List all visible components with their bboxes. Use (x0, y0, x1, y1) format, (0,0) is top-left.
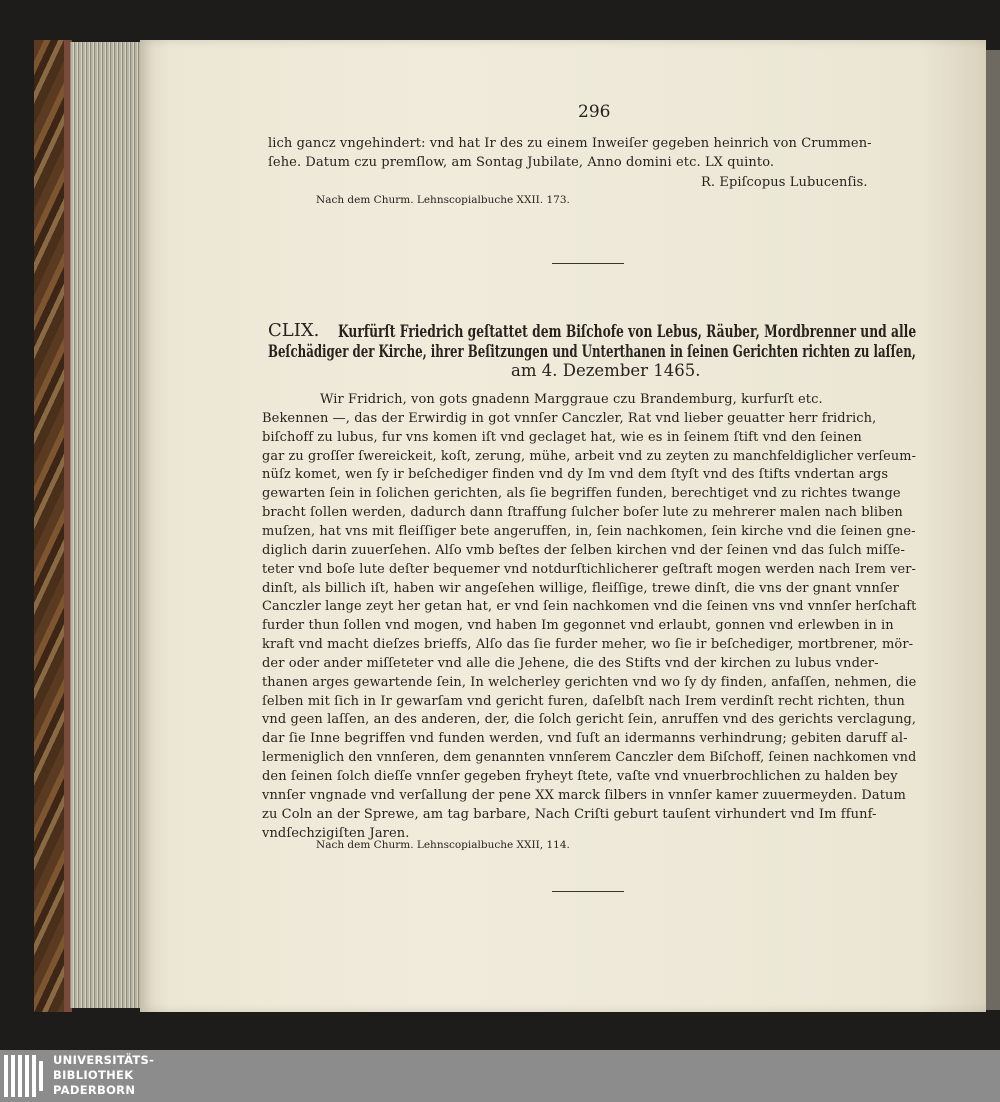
document-body-line: teter vnd boſe lute deſter bequemer vnd notdurſtichlicherer geſtraft mogen werden nach Irem ver- (262, 561, 916, 577)
document-body-line: Canczler lange zeyt her getan hat, er vnd ſein nachkomen vnd die ſeinen vns vnd vnnſer herſchaft (262, 599, 917, 615)
source-note: Nach dem Churm. Lehnscopialbuche XXII, 114. (316, 839, 570, 851)
library-footer-bar (0, 1050, 1000, 1102)
page-number: 296 (578, 102, 611, 122)
document-body-line: kraft vnd macht dieſzes brieffs, Alſo das ſie furder meher, wo ſie ir beſchediger, mortbrener, mör- (262, 637, 914, 653)
document-body-line: vndſechzigiſten Jaren. (262, 825, 410, 841)
document-body-line: den ſeinen ſolch dieſſe vnnſer gegeben fryheyt ſtete, vaſte vnd vnuerbrochlichen zu halden bey (262, 769, 898, 784)
document-body-line: lermeniglich den vnnſeren, dem genannten vnnſerem Canczler dem Biſchoff, ſeinen nachkomen vnd (262, 750, 917, 766)
document-heading-line: Beſchädiger der Kirche, ihrer Beſitzungen und Unterthanen in ſeinen Gerichten richten zu laſſen, (268, 342, 916, 361)
library-logo-line: UNIVERSITÄTS- (53, 1053, 155, 1067)
document-body-line: ſelben mit ſich in Ir gewarſam vnd gericht furen, daſelbſt nach Irem verdinſt recht richten, thun (262, 693, 905, 709)
document-body-line: biſchoff zu lubus, fur vns komen iſt vnd geclaget hat, wie es in ſeinem ſtift vnd den ſeinen (262, 429, 862, 445)
document-heading-line: Kurfürſt Friedrich geſtattet dem Biſchofe von Lebus, Räuber, Mordbrenner und alle (338, 322, 917, 341)
document-body-line: diglich darin zuuerſehen. Alſo vmb beſtes der ſelben kirchen vnd der ſeinen vnd das ſulch miſſe- (262, 542, 905, 558)
document-body-line: gewarten ſein in ſolichen gerichten, als ſie begriffen funden, berechtiget vnd zu richtes twange (262, 486, 901, 502)
document-body-line: Wir Fridrich, von gots gnadenn Marggraue czu Brandemburg, kurfurſt etc. (320, 392, 823, 407)
document-body-line: dinſt, als billich iſt, haben wir angeſehen willige, fleiſſige, trewe dinſt, die vns der gnant vnnſer (262, 580, 899, 596)
document-body-line: Bekennen —, das der Erwirdig in got vnnſer Canczler, Rat vnd lieber geuatter herr fridrich, (262, 410, 877, 426)
signature-line: R. Epiſcopus Lubucenſis. (701, 175, 868, 190)
document-body-line: gar zu groſſer ſwereickeit, koſt, zerung, mühe, arbeit vnd zu zeyten zu manchfeldiglicher verſeum- (262, 448, 917, 464)
document-body-line: der oder ander miſſeteter vnd alle die Jehene, die des Stifts vnd der kirchen zu lubus vnder- (262, 655, 879, 671)
document-body-line: bracht ſollen werden, dadurch dann ſtraffung ſulcher boſer lute zu mehrerer malen nach bliben (262, 505, 903, 521)
page-stack-edge (70, 42, 140, 1008)
library-logo-text (53, 1053, 154, 1098)
document-body-line: dar ſie Inne begriffen vnd funden werden, vnd ſuſt an idermanns verhindrung; gebiten daruff al- (262, 731, 908, 747)
document-body-line: thanen arges gewartende ſein, In welcherley gerichten vnd wo ſy dy finden, anfaſſen, nehmen, die (262, 674, 917, 690)
document-body-line: vnnſer vngnade vnd verſallung der pene XX marck ſilbers in vnnſer kamer zuuermeyden. Datum (262, 787, 906, 803)
library-logo-line: BIBLIOTHEK (53, 1068, 134, 1082)
document-body-line: zu Coln an der Sprewe, am tag barbare, Nach Criſti geburt tauſent virhundert vnd Im ffunf- (262, 806, 877, 822)
library-logo-line: PADERBORN (53, 1083, 136, 1097)
document-body-line: nüſz komet, wen ſy ir beſchediger finden vnd dy Im vnd dem ſtyſt vnd des ſtifts vndertan args (262, 467, 889, 483)
section-divider (552, 891, 624, 892)
document-body-line: vnd geen laſſen, an des anderen, der, die ſolch gericht ſein, anruffen vnd des gerichts verclagung, (262, 712, 917, 728)
document-date: am 4. Dezember 1465. (511, 361, 701, 380)
right-page-edge (986, 50, 1000, 1010)
document-body-line: furder thun ſollen vnd mogen, vnd haben Im gegonnet vnd erlaubt, gonnen vnd erlewben in in (262, 618, 894, 634)
source-note: Nach dem Churm. Lehnscopialbuche XXII. 173. (316, 194, 570, 206)
top-paragraph-line: lich gancz vngehindert: vnd hat Ir des zu einem Inweiſer gegeben heinrich von Crummen- (268, 136, 872, 151)
section-divider (552, 263, 624, 264)
top-paragraph-line: ſehe. Datum czu premſlow, am Sontag Jubilate, Anno domini etc. LX quinto. (268, 155, 775, 170)
document-body-line: muſzen, hat vns mit fleiſſiger bete angeruffen, in, ſein nachkomen, ſein kirche vnd die ſeinen gne- (262, 523, 916, 539)
library-logo-icon (4, 1055, 48, 1097)
document-number: CLIX. (268, 320, 320, 341)
